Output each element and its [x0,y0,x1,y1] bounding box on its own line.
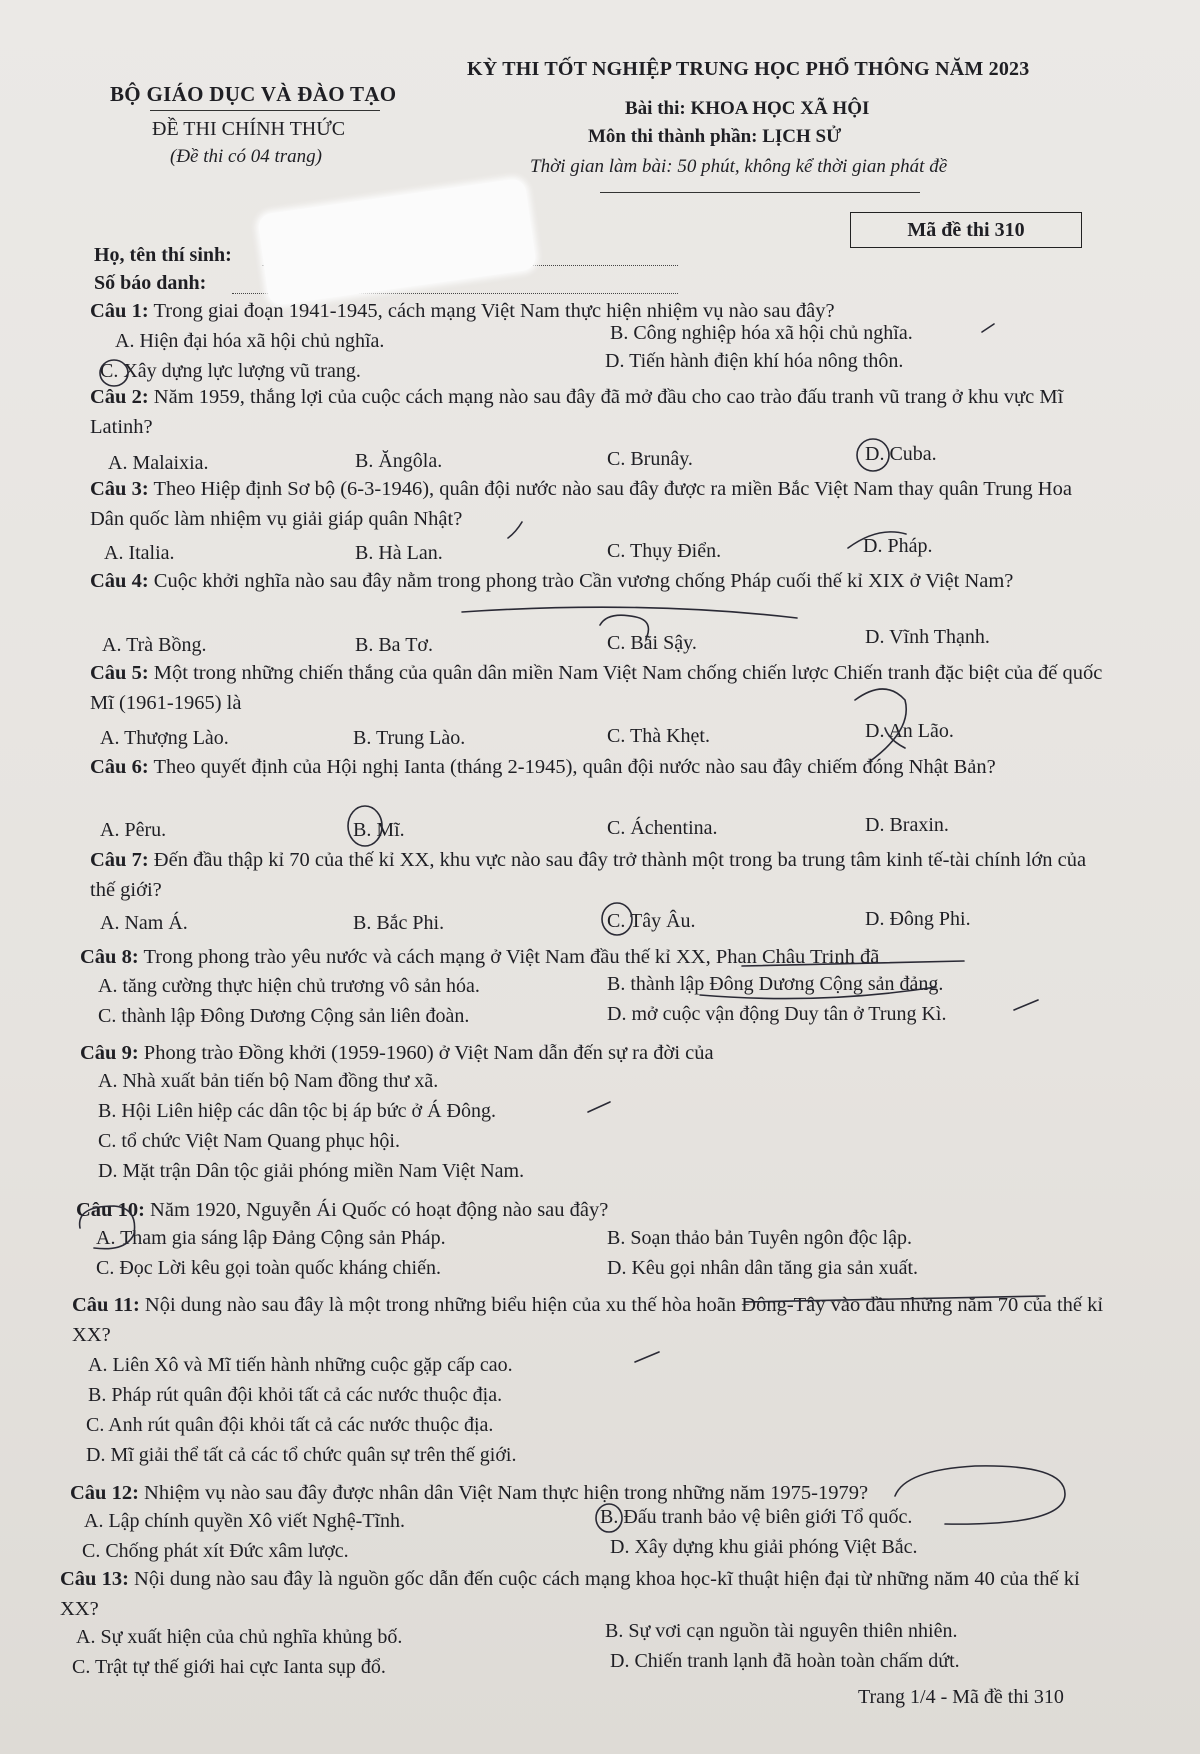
q4-option-d: D. Vĩnh Thạnh. [865,626,990,648]
question-12: Câu 12: Nhiệm vụ nào sau đây được nhân dân Việt Nam thực hiện trong những năm 1975-1979? [70,1482,869,1504]
q5-option-a: A. Thượng Lào. [100,727,229,749]
q8-option-b: B. thành lập Đông Dương Cộng sản đảng. [607,973,944,995]
q11-option-d: D. Mĩ giải thể tất cả các tổ chức quân sự trên thế giới. [86,1444,517,1466]
candidate-id-label: Số báo danh: [94,272,207,294]
answer-circle-q10 [80,1206,135,1249]
q3-option-d: D. Pháp. [863,535,933,557]
q6-option-b: B. Mĩ. [353,819,405,841]
answer-circle-q1 [100,360,128,386]
q5-option-d: D. An Lão. [865,720,954,742]
q8-option-c: C. thành lập Đông Dương Cộng sản liên đoàn. [98,1005,470,1027]
underline-q11 [745,1296,1045,1302]
page-footer: Trang 1/4 - Mã đề thi 310 [858,1686,1064,1708]
q11-option-a: A. Liên Xô và Mĩ tiến hành những cuộc gặp cấp cao. [88,1354,513,1376]
q13-option-b: B. Sự vơi cạn nguồn tài nguyên thiên nhiên. [605,1620,958,1642]
q1-option-a: A. Hiện đại hóa xã hội chủ nghĩa. [115,330,385,352]
tick-q8 [1014,1000,1038,1010]
q13-option-a: A. Sự xuất hiện của chủ nghĩa khủng bố. [76,1626,403,1648]
official-label: ĐỀ THI CHÍNH THỨC [152,118,346,140]
q3-option-a: A. Italia. [104,542,175,564]
answer-circle-q2 [857,439,889,471]
q7-option-a: A. Nam Á. [100,912,188,934]
q7-option-c: C. Tây Âu. [607,910,696,932]
q9-option-a: A. Nhà xuất bản tiến bộ Nam đồng thư xã. [98,1070,439,1092]
answer-circle-q4 [600,615,648,639]
q2-option-a: A. Malaixia. [108,452,209,474]
answer-circle-q12 [596,1504,622,1532]
q12-option-d: D. Xây dựng khu giải phóng Việt Bắc. [610,1536,918,1558]
q10-option-c: C. Đọc Lời kêu gọi toàn quốc kháng chiến. [96,1257,441,1279]
question-5: Câu 5: Một trong những chiến thắng của quân dân miền Nam Việt Nam chống chiến lược Chiến tranh đặc biệt của đế quốc Mĩ (1961-1965) là [90,662,1103,714]
q13-option-c: C. Trật tự thế giới hai cực Ianta sụp đổ. [72,1656,386,1678]
q2-option-b: B. Ăngôla. [355,450,443,472]
question-13: Câu 13: Nội dung nào sau đây là nguồn gốc dẫn đến cuộc cách mạng khoa học-kĩ thuật hiện đại từ những năm 40 của thế kỉ XX? [60,1568,1080,1620]
question-3: Câu 3: Theo Hiệp định Sơ bộ (6-3-1946), quân đội nước nào sau đây được ra miền Bắc Việt Nam thay quân Trung Hoa Dân quốc làm nhiệm vụ giải giáp quân Nhật? [90,478,1072,530]
q12-option-c: C. Chống phát xít Đức xâm lược. [82,1540,349,1562]
tick-q1 [982,324,994,332]
q6-option-a: A. Pêru. [100,819,167,841]
question-9: Câu 9: Phong trào Đồng khởi (1959-1960) ở Việt Nam dẫn đến sự ra đời của [80,1042,714,1064]
q6-option-c: C. Áchentina. [607,817,718,839]
q8-option-d: D. mở cuộc vận động Duy tân ở Trung Kì. [607,1003,947,1025]
q9-option-b: B. Hội Liên hiệp các dân tộc bị áp bức ở Á Đông. [98,1100,496,1122]
q10-option-b: B. Soạn thảo bản Tuyên ngôn độc lập. [607,1227,912,1249]
q12-option-a: A. Lập chính quyền Xô viết Nghệ-Tĩnh. [84,1510,406,1532]
candidate-name-label: Họ, tên thí sinh: [94,244,232,266]
question-11: Câu 11: Nội dung nào sau đây là một trong những biểu hiện của xu thế hòa hoãn Đông-Tây vào đầu những năm 70 của thế kỉ XX? [72,1294,1104,1346]
q9-option-d: D. Mặt trận Dân tộc giải phóng miền Nam Việt Nam. [98,1160,525,1182]
q7-option-b: B. Bắc Phi. [353,912,445,934]
q7-option-d: D. Đông Phi. [865,908,971,930]
q2-option-d: D. Cuba. [865,443,937,465]
q11-option-c: C. Anh rút quân đội khỏi tất cả các nước thuộc địa. [86,1414,494,1436]
q10-option-d: D. Kêu gọi nhân dân tăng gia sản xuất. [607,1257,919,1279]
question-2: Câu 2: Năm 1959, thắng lợi của cuộc cách mạng nào sau đây đã mở đầu cho cao trào đấu tranh vũ trang ở khu vực Mĩ Latinh? [90,386,1064,438]
ministry-name: BỘ GIÁO DỤC VÀ ĐÀO TẠO [110,82,397,106]
q3-option-c: C. Thụy Điển. [607,540,722,562]
q6-option-d: D. Braxin. [865,814,949,836]
pages-note: (Đề thi có 04 trang) [170,146,322,167]
question-1: Câu 1: Trong giai đoạn 1941-1945, cách mạng Việt Nam thực hiện nhiệm vụ nào sau đây? [90,300,835,322]
underline-q8 [742,961,964,966]
q2-option-c: C. Brunây. [607,448,693,470]
q4-option-b: B. Ba Tơ. [355,634,433,656]
q1-option-c: C. Xây dựng lực lượng vũ trang. [100,360,361,382]
q11-option-b: B. Pháp rút quân đội khỏi tất cả các nước thuộc địa. [88,1384,503,1406]
subject-exam: Bài thi: KHOA HỌC XÃ HỘI [625,98,870,119]
q8-option-a: A. tăng cường thực hiện chủ trương vô sản hóa. [98,975,480,997]
answer-mark-q3 [848,532,906,548]
component-subject: Môn thi thành phần: LỊCH SỬ [588,126,842,147]
circle-q12-years [895,1466,1065,1524]
q10-option-a: A. Tham gia sáng lập Đảng Cộng sản Pháp. [96,1227,446,1249]
q5-option-b: B. Trung Lào. [353,727,466,749]
question-10: Câu 10: Năm 1920, Nguyễn Ái Quốc có hoạt động nào sau đây? [76,1199,609,1221]
question-6: Câu 6: Theo quyết định của Hội nghị Ianta (tháng 2-1945), quân đội nước nào sau đây chiếm đóng Nhật Bản? [90,756,996,778]
exam-code-box: Mã đề thi 310 [850,212,1082,248]
q5-option-c: C. Thà Khẹt. [607,725,710,747]
q9-option-c: C. tổ chức Việt Nam Quang phục hội. [98,1130,400,1152]
q3-option-b: B. Hà Lan. [355,542,443,564]
answer-circle-q5 [855,689,906,762]
question-4: Câu 4: Cuộc khởi nghĩa nào sau đây nằm trong phong trào Cần vương chống Pháp cuối thế kỉ XIX ở Việt Nam? [90,570,1014,592]
exam-title: KỲ THI TỐT NGHIỆP TRUNG HỌC PHỔ THÔNG NĂM 2023 [467,58,1030,80]
q1-option-d: D. Tiến hành điện khí hóa nông thôn. [605,350,904,372]
question-7: Câu 7: Đến đầu thập kỉ 70 của thế kỉ XX, khu vực nào sau đây trở thành một trong ba trung tâm kinh tế-tài chính lớn của thế giới? [90,849,1087,901]
q4-option-c: C. Bãi Sậy. [607,632,697,654]
tick-q9 [588,1102,610,1112]
answer-circle-q6 [348,806,382,846]
q1-option-b: B. Công nghiệp hóa xã hội chủ nghĩa. [610,322,913,344]
q12-option-b: B. Đấu tranh bảo vệ biên giới Tổ quốc. [600,1506,913,1528]
time-note: Thời gian làm bài: 50 phút, không kể thời gian phát đề [530,156,948,177]
answer-circle-q7 [602,903,632,935]
q13-option-d: D. Chiến tranh lạnh đã hoàn toàn chấm dứt. [610,1650,960,1672]
tick-q11 [635,1352,659,1362]
question-8: Câu 8: Trong phong trào yêu nước và cách mạng ở Việt Nam đầu thế kỉ XX, Phan Châu Trinh đã [80,946,880,968]
q4-option-a: A. Trà Bồng. [102,634,207,656]
